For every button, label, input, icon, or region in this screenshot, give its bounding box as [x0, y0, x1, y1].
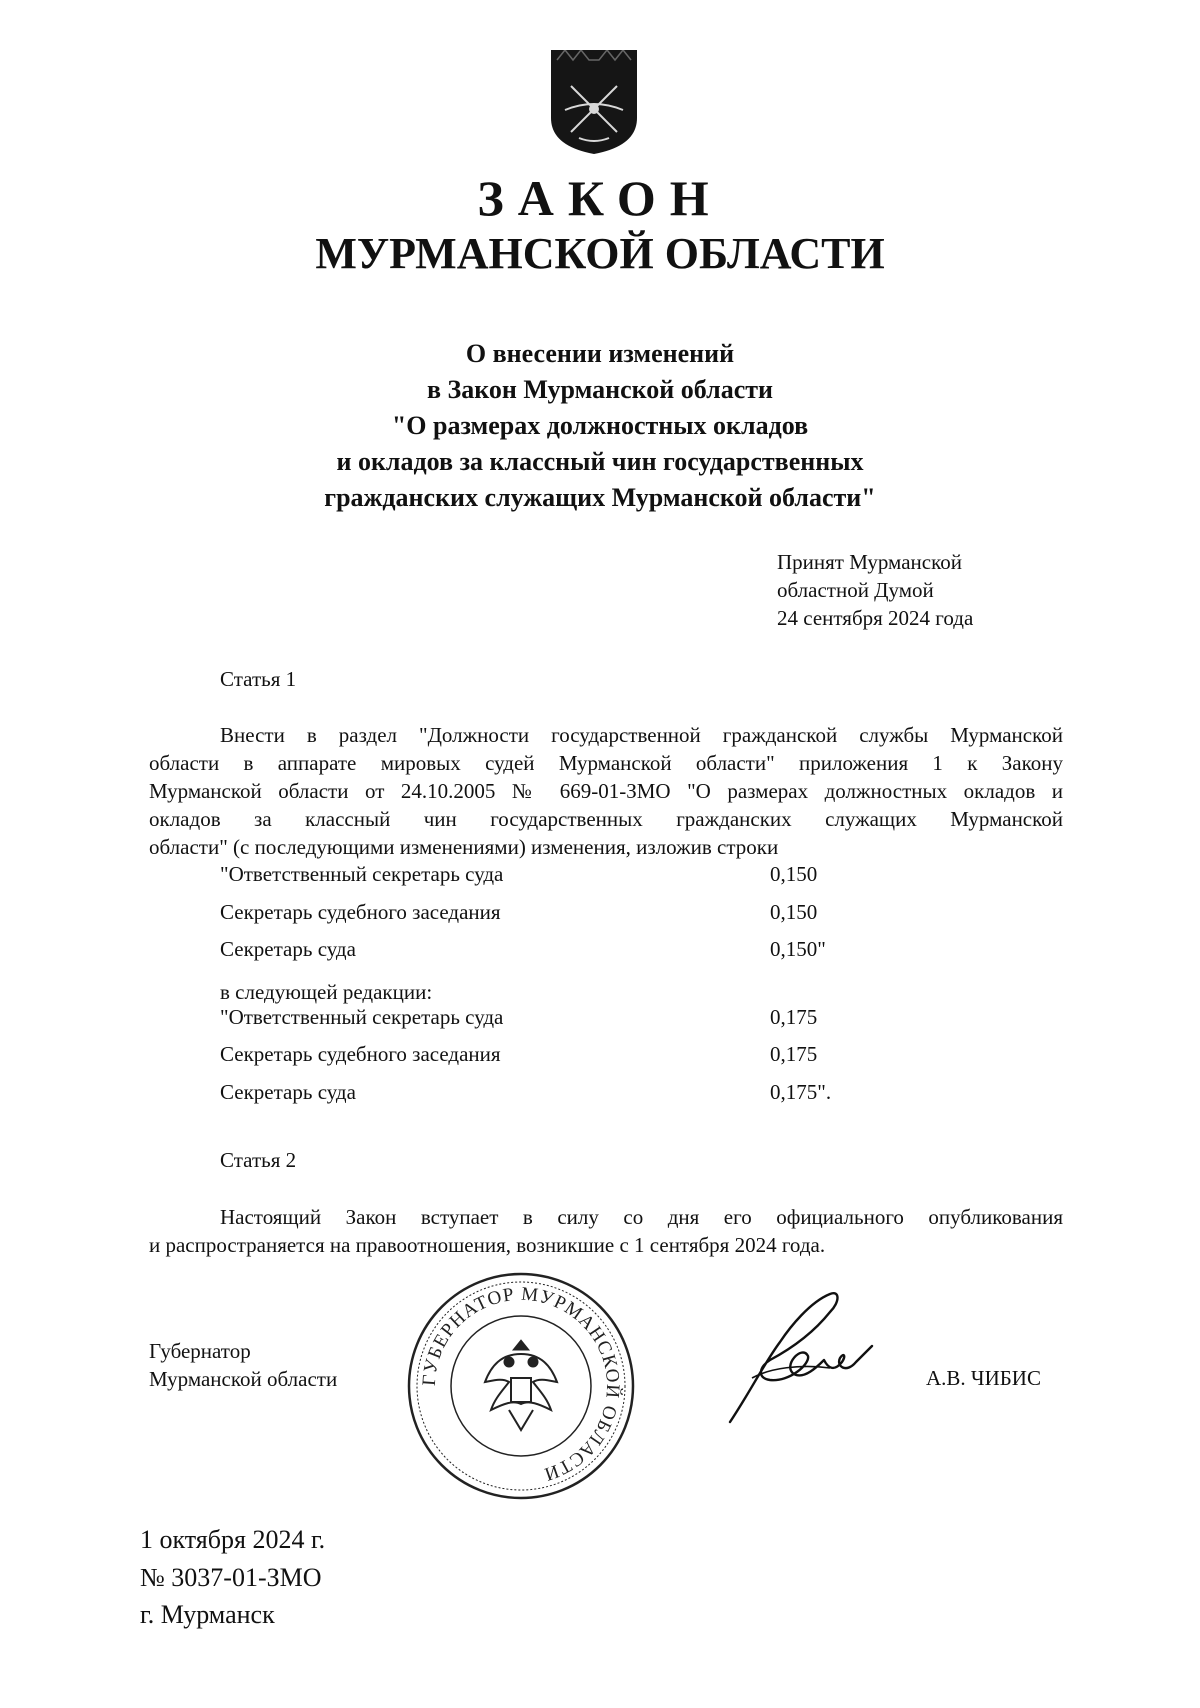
- paragraph-line: Настоящий Закон вступает в силу со дня его официального опубликования: [220, 1205, 1063, 1229]
- murmansk-coat-of-arms-icon: [549, 46, 639, 156]
- signing-city: г. Мурманск: [140, 1600, 275, 1629]
- position-line: Мурманской области: [149, 1367, 338, 1391]
- law-name-line: в Закон Мурманской области: [426, 375, 774, 404]
- governor-position: [149, 1337, 337, 1393]
- position-line: Губернатор: [149, 1339, 251, 1363]
- new-row-label: Секретарь суда: [220, 1080, 356, 1104]
- old-row-label: Секретарь судебного заседания: [220, 900, 501, 924]
- paragraph-line: Внести в раздел "Должности государственной гражданской службы Мурманской: [220, 723, 1063, 747]
- new-row-label: Секретарь судебного заседания: [220, 1042, 501, 1066]
- new-row-value: 0,175: [770, 1042, 818, 1066]
- handwritten-signature-icon: [690, 1282, 880, 1432]
- adoption-line: областной Думой: [777, 578, 934, 602]
- svg-text:ГУБЕРНАТОР МУРМАНСКОЙ ОБЛАСТИ: [419, 1284, 623, 1485]
- governor-name: А.В. ЧИБИС: [926, 1366, 1041, 1390]
- new-row-value: 0,175: [770, 1005, 818, 1029]
- old-row-value: 0,150": [770, 937, 826, 961]
- article-1-paragraph: [149, 721, 1063, 861]
- law-name-line: гражданских служащих Мурманской области": [324, 483, 876, 512]
- new-row-label: "Ответственный секретарь суда: [220, 1005, 504, 1029]
- paragraph-line: Мурманской области от 24.10.2005 № 669-01-ЗМО "О размерах должностных окладов и: [149, 779, 1063, 803]
- article-2-paragraph: [149, 1203, 1063, 1259]
- adoption-note: [777, 548, 973, 632]
- transition-text: в следующей редакции:: [220, 980, 433, 1004]
- adoption-line: 24 сентября 2024 года: [777, 606, 974, 630]
- old-row-label: Секретарь суда: [220, 937, 356, 961]
- document-region-title: МУРМАНСКОЙ ОБЛАСТИ: [315, 229, 885, 278]
- article-2-heading: Статья 2: [220, 1148, 297, 1172]
- signing-date: 1 октября 2024 г.: [140, 1525, 326, 1554]
- document-title: ЗАКОН: [477, 170, 723, 226]
- law-name: [0, 336, 1200, 516]
- paragraph-line: окладов за классный чин государственных гражданских служащих Мурманской: [149, 807, 1063, 831]
- paragraph-line: и распространяется на правоотношения, возникшие с 1 сентября 2024 года.: [149, 1233, 826, 1257]
- paragraph-line: области в аппарате мировых судей Мурманской области" приложения 1 к Закону: [149, 751, 1063, 775]
- state-seal-icon: [405, 1270, 637, 1502]
- adoption-line: Принят Мурманской: [777, 550, 962, 574]
- law-name-line: О внесении изменений: [465, 339, 735, 368]
- old-row-label: "Ответственный секретарь суда: [220, 862, 504, 886]
- old-row-value: 0,150: [770, 862, 818, 886]
- law-name-line: и окладов за классный чин государственных: [336, 447, 864, 476]
- law-number: № 3037-01-ЗМО: [140, 1563, 322, 1592]
- seal-text: ГУБЕРНАТОР МУРМАНСКОЙ ОБЛАСТИ: [418, 1283, 624, 1485]
- law-name-line: "О размерах должностных окладов: [391, 411, 809, 440]
- article-1-heading: Статья 1: [220, 667, 297, 691]
- new-row-value: 0,175".: [770, 1080, 832, 1104]
- old-row-value: 0,150: [770, 900, 818, 924]
- paragraph-line: области" (с последующими изменениями) изменения, изложив строки: [149, 835, 779, 859]
